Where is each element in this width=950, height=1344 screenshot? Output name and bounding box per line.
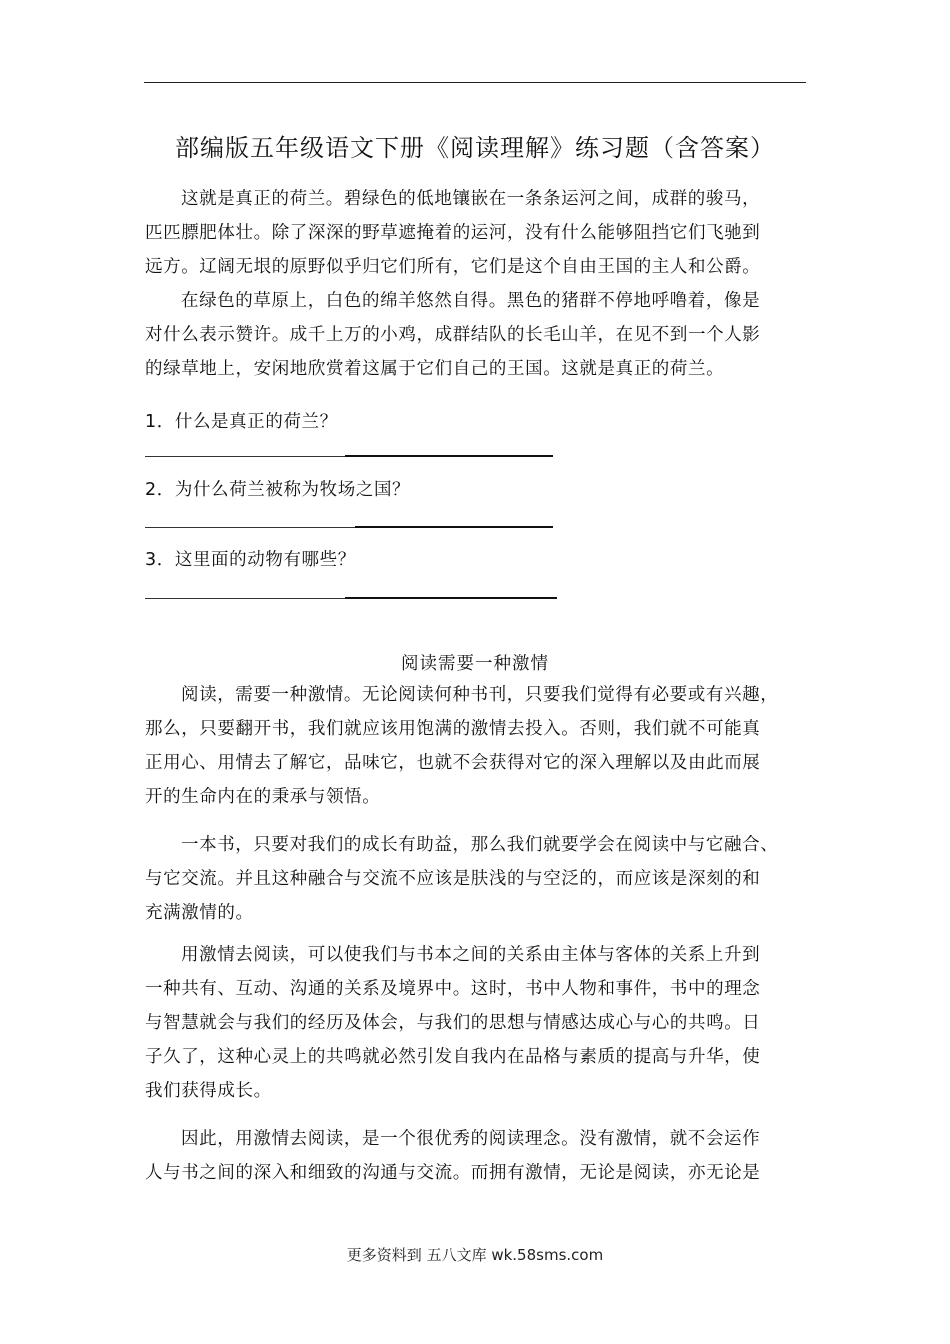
text-line: 的绿草地上，安闲地欣赏着这属于它们自己的王国。这就是真正的荷兰。 bbox=[145, 359, 725, 379]
passage1-paragraph-2 bbox=[145, 284, 805, 386]
question-number: 2． bbox=[145, 480, 175, 500]
text-line: 在绿色的草原上，白色的绵羊悠然自得。黑色的猪群不停地呼噜着，像是 bbox=[181, 291, 761, 311]
passage1-paragraph-1 bbox=[145, 182, 805, 284]
passage2-paragraph-4 bbox=[145, 1122, 805, 1190]
question-3 bbox=[145, 546, 356, 571]
text-line: 一种共有、互动、沟通的关系及境界中。这时，书中人物和事件，书中的理念 bbox=[145, 979, 761, 999]
text-line: 那么，只要翻开书，我们就应该用饱满的激情去投入。否则，我们就不可能真 bbox=[145, 719, 761, 739]
page-title: 部编版五年级语文下册《阅读理解》练习题（含答案） bbox=[175, 134, 775, 162]
passage2-paragraph-3 bbox=[145, 938, 805, 1108]
text-line: 子久了，这种心灵上的共鸣就必然引发自我内在品格与素质的提高与升华，使 bbox=[145, 1047, 761, 1067]
text-line: 与它交流。并且这种融合与交流不应该是肤浅的与空泛的，而应该是深刻的和 bbox=[145, 869, 761, 889]
text-line: 人与书之间的深入和细致的沟通与交流。而拥有激情，无论是阅读，亦无论是 bbox=[145, 1163, 761, 1183]
question-text: 什么是真正的荷兰？ bbox=[174, 412, 338, 432]
text-line: 用激情去阅读，可以使我们与书本之间的关系由主体与客体的关系上升到 bbox=[181, 945, 761, 965]
text-line: 远方。辽阔无垠的原野似乎归它们所有，它们是这个自由王国的主人和公爵。 bbox=[145, 257, 761, 277]
question-2 bbox=[145, 476, 410, 501]
question-text: 这里面的动物有哪些？ bbox=[174, 550, 356, 570]
text-line: 与智慧就会与我们的经历及体会，与我们的思想与情感达成心与心的共鸣。日 bbox=[145, 1013, 761, 1033]
text-line: 因此，用激情去阅读，是一个很优秀的阅读理念。没有激情，就不会运作 bbox=[181, 1129, 761, 1149]
text-line: 匹匹膘肥体壮。除了深深的野草遮掩着的运河，没有什么能够阻挡它们飞驰到 bbox=[145, 223, 761, 243]
passage2-paragraph-2 bbox=[145, 828, 805, 930]
question-number: 1． bbox=[145, 412, 175, 432]
text-line: 我们获得成长。 bbox=[145, 1081, 272, 1101]
question-1 bbox=[145, 408, 338, 433]
passage2-title: 阅读需要一种激情 bbox=[401, 654, 549, 674]
question-number: 3． bbox=[145, 550, 175, 570]
header-rule bbox=[144, 82, 806, 83]
text-line: 正用心、用情去了解它，品味它，也就不会获得对它的深入理解以及由此而展 bbox=[145, 753, 761, 773]
text-line: 开的生命内在的秉承与领悟。 bbox=[145, 787, 381, 807]
text-line: 对什么表示赞许。成千上万的小鸡，成群结队的长毛山羊，在见不到一个人影 bbox=[145, 325, 761, 345]
text-line: 一本书，只要对我们的成长有助益，那么我们就要学会在阅读中与它融合、 bbox=[181, 835, 779, 855]
question-text: 为什么荷兰被称为牧场之国？ bbox=[174, 480, 411, 500]
text-line: 充满激情的。 bbox=[145, 903, 254, 923]
passage2-paragraph-1 bbox=[145, 678, 805, 814]
footer-link[interactable]: 更多资料到 五八文库 wk.58sms.com bbox=[346, 1246, 604, 1264]
text-line: 这就是真正的荷兰。碧绿色的低地镶嵌在一条条运河之间，成群的骏马， bbox=[181, 189, 761, 209]
text-line: 阅读，需要一种激情。无论阅读何种书刊，只要我们觉得有必要或有兴趣， bbox=[181, 685, 779, 705]
